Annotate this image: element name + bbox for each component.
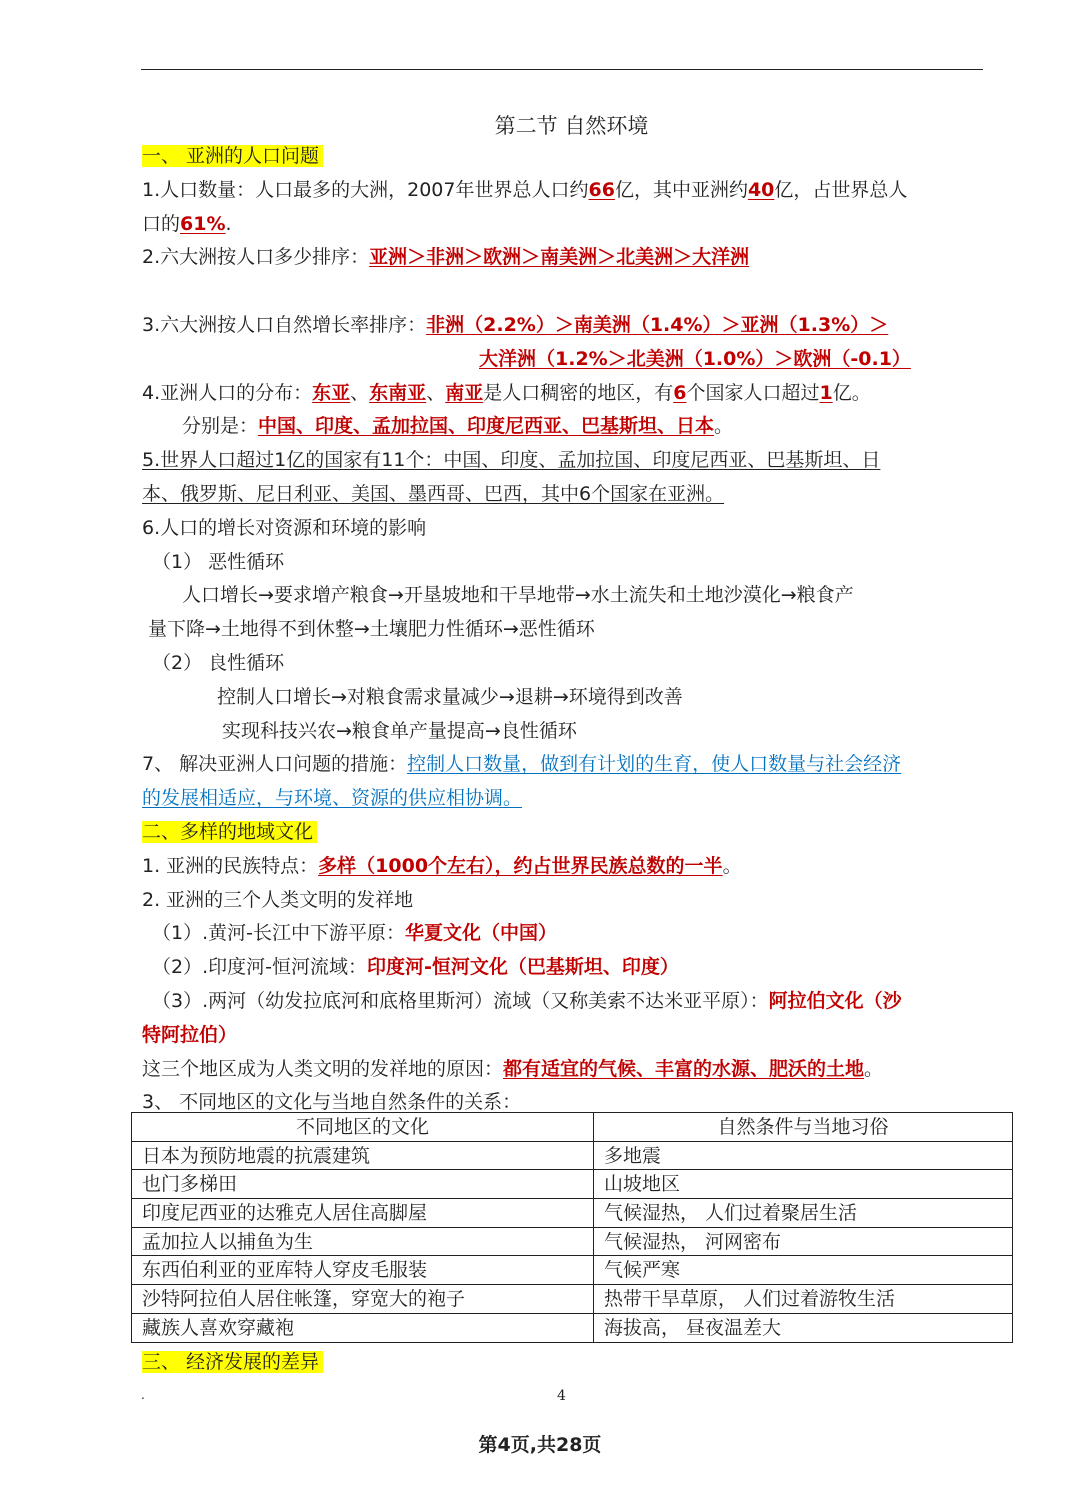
para-1-4-list [142, 410, 992, 444]
text: 。 [864, 1057, 884, 1080]
para-1-7 [142, 748, 992, 782]
table-cell: 气候严寒 [593, 1256, 1012, 1285]
answer: 的发展相适应，与环境、资源的供应相协调。 [142, 787, 523, 810]
answer: 控制人口数量，做到有计划的生育，使人口数量与社会经济 [407, 753, 902, 776]
para-1-2 [142, 241, 992, 275]
table-row [132, 1285, 1013, 1314]
para-1-6: 6.人口的增长对资源和环境的影响 [142, 516, 427, 539]
text: 口的 [142, 212, 181, 235]
text: （3）.两河（幼发拉底河和底格里斯河）流域（又称美索不达米亚平原）： [152, 989, 769, 1012]
section-3-heading [142, 1346, 323, 1379]
spacer [142, 275, 992, 309]
text: . [225, 212, 232, 235]
text: 2.六大洲按人口多少排序： [142, 246, 370, 269]
culture-table [131, 1112, 1013, 1343]
table-cell: 日本为预防地震的抗震建筑 [132, 1141, 594, 1170]
text: 亿。 [832, 381, 871, 404]
para-2-2-item2 [142, 951, 992, 985]
highlighted-heading: 三、 经济发展的差异 [142, 1351, 323, 1373]
table-header-row [132, 1113, 1013, 1142]
table-cell: 孟加拉人以捕鱼为生 [132, 1227, 594, 1256]
answer: 阿拉伯文化（沙 [768, 989, 902, 1012]
highlighted-heading: 一、 亚洲的人口问题 [142, 145, 323, 167]
table-cell: 多地震 [593, 1141, 1012, 1170]
table-cell: 沙特阿拉伯人居住帐篷，穿宽大的袍子 [132, 1285, 594, 1314]
table-row [132, 1313, 1013, 1342]
para-1-5: 5.世界人口超过1亿的国家有11个：中国、印度、孟加拉国、印度尼西亚、巴基斯坦、日 [142, 449, 881, 472]
para-2-2: 2. 亚洲的三个人类文明的发祥地 [142, 888, 414, 911]
table-header: 自然条件与当地习俗 [593, 1113, 1012, 1142]
para-1-6-sub2: （2） 良性循环 [152, 651, 285, 674]
para-1-6-chain3: 实现科技兴农→粮食单产量提高→良性循环 [222, 719, 577, 742]
para-1-4 [142, 377, 992, 411]
page-footer: 第4页,共28页 [478, 1434, 602, 1456]
text: 分别是： [182, 415, 259, 438]
para-2-2-item1 [142, 917, 992, 951]
answer: 特阿拉伯） [142, 1023, 238, 1046]
answer: 大洋洲（1.2%＞北美洲（1.0%）＞欧洲（-0.1） [479, 347, 911, 370]
table-row [132, 1141, 1013, 1170]
answer: 61% [180, 212, 226, 235]
answer: 非洲（2.2%）＞南美洲（1.4%）＞亚洲（1.3%）＞ [426, 313, 889, 336]
text: 1. 亚洲的民族特点： [142, 854, 319, 877]
para-1-6-sub1: （1） 恶性循环 [152, 550, 285, 573]
text: 3.六大洲按人口自然增长率排序： [142, 313, 427, 336]
content-body [142, 140, 992, 1120]
para-1-3 [142, 309, 992, 343]
text: 个国家人口超过 [686, 381, 820, 404]
table-cell: 气候湿热， 河网密布 [593, 1227, 1012, 1256]
answer: 印度河-恒河文化（巴基斯坦、印度） [367, 956, 679, 979]
text: 7、 解决亚洲人口问题的措施： [142, 753, 408, 776]
table-cell: 东西伯利亚的亚库特人穿皮毛服装 [132, 1256, 594, 1285]
table-cell: 气候湿热， 人们过着聚居生活 [593, 1199, 1012, 1228]
table-cell: 热带干旱草原， 人们过着游牧生活 [593, 1285, 1012, 1314]
table-cell: 藏族人喜欢穿藏袍 [132, 1313, 594, 1342]
text: 亿，占世界总人 [774, 178, 908, 201]
para-2-2-item3 [142, 985, 992, 1019]
text: 1.人口数量：人口最多的大洲，2007年世界总人口约 [142, 178, 589, 201]
table-cell: 也门多梯田 [132, 1170, 594, 1199]
table-row [132, 1256, 1013, 1285]
section-2-heading [142, 816, 992, 850]
text: 。 [722, 854, 742, 877]
answer: 66 [588, 178, 615, 201]
para-1-3-cont [142, 343, 992, 377]
text: 亿，其中亚洲约 [614, 178, 748, 201]
text: 。 [714, 415, 734, 438]
para-1-6-chain1-cont: 量下降→土地得不到休整→土壤肥力性循环→恶性循环 [148, 618, 595, 641]
answer: 南亚 [445, 381, 484, 404]
para-1-6-chain2: 控制人口增长→对粮食需求量减少→退耕→环境得到改善 [217, 685, 683, 708]
page-number: 4 [557, 1388, 566, 1404]
answer: 40 [747, 178, 775, 201]
para-1-7-cont [142, 782, 992, 816]
table-row [132, 1170, 1013, 1199]
text: 4.亚洲人口的分布： [142, 381, 313, 404]
para-1-1-cont [142, 208, 992, 242]
text: 、 [350, 381, 370, 404]
answer: 亚洲＞非洲＞欧洲＞南美洲＞北美洲＞大洋洲 [369, 246, 750, 269]
answer: 东亚 [312, 381, 351, 404]
answer: 6 [673, 381, 687, 404]
highlighted-heading: 二、多样的地域文化 [142, 821, 317, 843]
para-2-3: 3、 不同地区的文化与当地自然条件的关系： [142, 1091, 522, 1114]
text: 是人口稠密的地区，有 [483, 381, 674, 404]
table-row [132, 1227, 1013, 1256]
table-row [132, 1199, 1013, 1228]
section-1-heading [142, 140, 992, 174]
text: （1）.黄河-长江中下游平原： [152, 922, 405, 945]
para-2-2-reason [142, 1053, 992, 1087]
page-dot: . [141, 1388, 145, 1402]
answer: 多样（1000个左右），约占世界民族总数的一半 [318, 854, 723, 877]
text: 这三个地区成为人类文明的发祥地的原因： [142, 1057, 504, 1080]
header-rule [141, 69, 983, 70]
answer: 1 [819, 381, 833, 404]
page-title: 第二节 自然环境 [494, 114, 649, 138]
table-cell: 印度尼西亚的达雅克人居住高脚屋 [132, 1199, 594, 1228]
para-1-1 [142, 174, 992, 208]
para-2-1 [142, 850, 992, 884]
text: 、 [426, 381, 446, 404]
para-1-6-chain1: 人口增长→要求增产粮食→开垦坡地和干旱地带→水土流失和土地沙漠化→粮食产 [182, 584, 854, 607]
table-cell: 山坡地区 [593, 1170, 1012, 1199]
para-1-5-cont: 本、俄罗斯、尼日利亚、美国、墨西哥、巴西，其中6个国家在亚洲。 [142, 482, 725, 505]
text: （2）.印度河-恒河流域： [152, 956, 367, 979]
answer: 中国、印度、孟加拉国、印度尼西亚、巴基斯坦、日本 [258, 415, 715, 438]
answer: 华夏文化（中国） [405, 922, 558, 945]
answer: 都有适宜的气候、丰富的水源、肥沃的土地 [503, 1057, 865, 1080]
para-2-2-item3-cont [142, 1019, 992, 1053]
table-header: 不同地区的文化 [132, 1113, 594, 1142]
answer: 东南亚 [369, 381, 427, 404]
table-cell: 海拔高， 昼夜温差大 [593, 1313, 1012, 1342]
